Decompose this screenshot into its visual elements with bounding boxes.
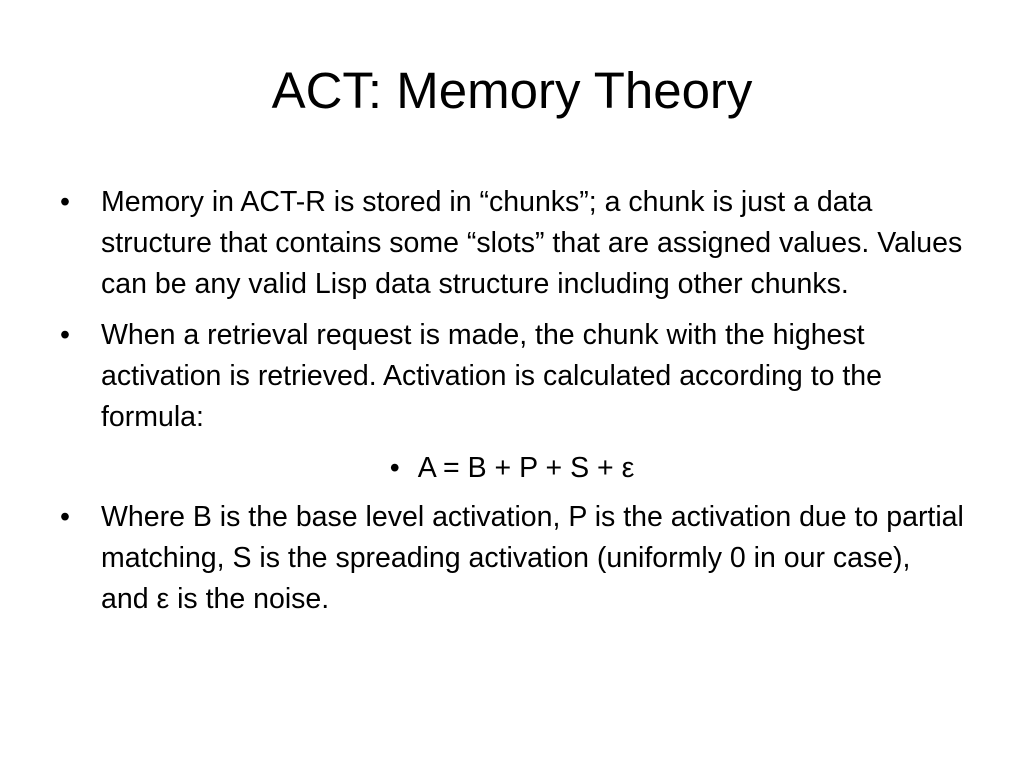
bullet-marker: • (389, 452, 400, 484)
bullet-marker: • (60, 186, 70, 218)
bullet-marker: • (60, 319, 70, 351)
formula-text: A = B + P + S + ε (417, 452, 635, 484)
bullet-text: Memory in ACT-R is stored in “chunks”; a chunk is just a data structure that contains some “slots” that are assigned values. Values can be any valid Lisp data structure including other chunks. (101, 186, 963, 300)
bullet-text: Where B is the base level activation, P is the activation due to partial matching, S is the spreading activation (uniformly 0 in our case), and ε is the noise. (101, 501, 964, 615)
bullet-item (60, 315, 964, 438)
bullet-item (60, 497, 964, 620)
slide-title: ACT: Memory Theory (271, 62, 753, 119)
bullet-marker: • (60, 501, 70, 533)
bullet-item (60, 182, 964, 305)
bullet-list (60, 182, 964, 630)
bullet-text: When a retrieval request is made, the chunk with the highest activation is retrieved. Activation is calculated according to the formula: (101, 319, 882, 433)
formula-item (60, 448, 964, 489)
